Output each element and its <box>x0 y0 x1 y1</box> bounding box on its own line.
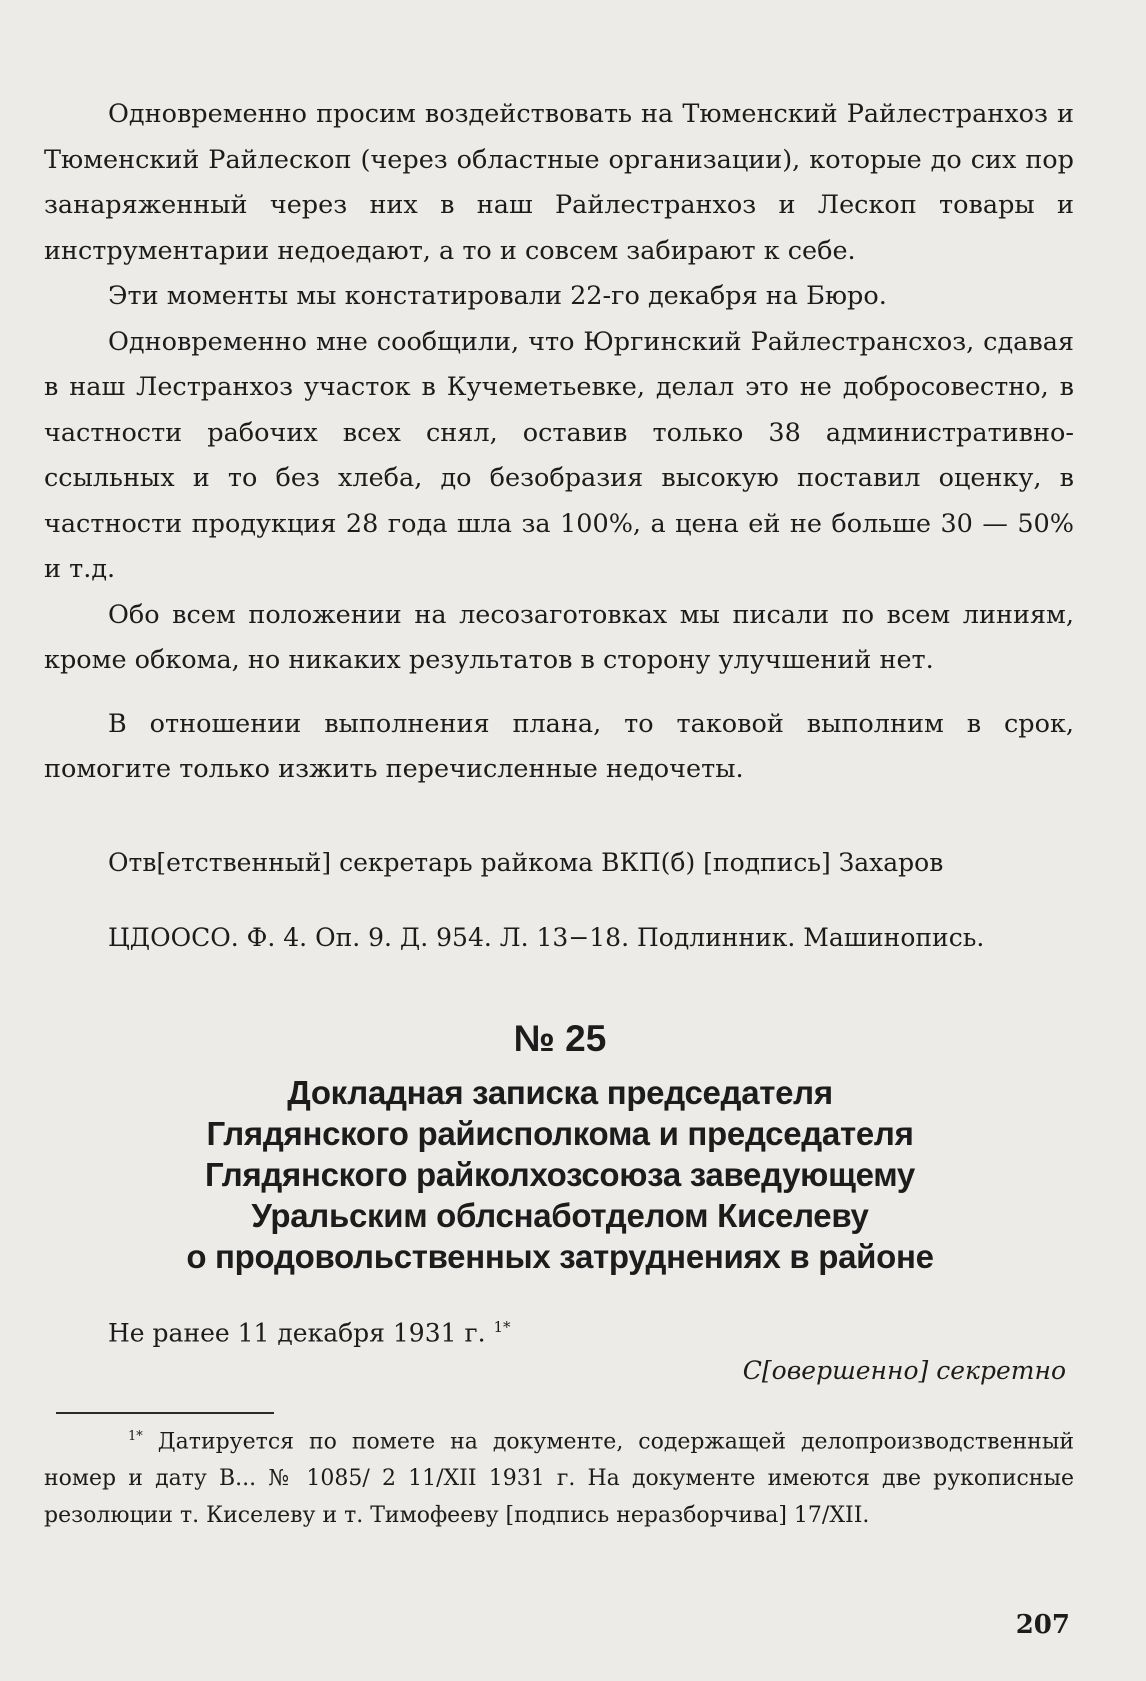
paragraph: Обо всем положении на лесозаготовках мы писали по всем линиям, кроме обкома, но никаких результатов в сторону улучшений нет. <box>44 599 1074 675</box>
classification-stamp: С[овершенно] секретно <box>742 1356 1066 1385</box>
footnote-text: Датируется по помете на документе, содержащей делопроизводственный номер и дату В... № 1085/ 2 11/XII 1931 г. На документе имеются две рукописные резолюции т. Киселеву и т. Тимофееву [подпись неразборчива] 17/XII. <box>44 1429 1074 1529</box>
paragraph: Одновременно просим воздействовать на Тюменский Райлестранхоз и Тюменский Райлескоп (через областные организации), которые до сих пор занаряженный через них в наш Райлестранхоз и Лескоп товары и инструментарии недоедают, а то и совсем забирают к себе. <box>44 99 1074 266</box>
paragraph: Одновременно мне сообщили, что Юргинский Райлестрансхоз, сдавая в наш Лестранхоз участок в Кучеметьевке, делал это не добросовестно, в частности рабочих всех снял, оставив только 38 административно-ссыльных и то без хлеба, до безобразия высокую поставил оценку, в частности продукция 28 года шла за 100%, а цена ей не больше 30 — 50% и т.д. <box>44 326 1074 584</box>
page-number: 207 <box>1015 1610 1070 1640</box>
paragraph: Эти моменты мы констатировали 22-го декабря на Бюро. <box>108 281 887 311</box>
archive-reference: ЦДООСО. Ф. 4. Оп. 9. Д. 954. Л. 13−18. Подлинник. Машинопись. <box>108 923 985 952</box>
title-line: о продовольственных затруднениях в районе <box>186 1238 934 1275</box>
footnote-marker: 1* <box>128 1429 143 1444</box>
date-text: Не ранее 11 декабря 1931 г. <box>108 1318 486 1348</box>
document-date <box>108 1318 511 1347</box>
document-title <box>60 1072 1060 1277</box>
body-text <box>44 92 1074 793</box>
title-line: Уральским облснаботделом Киселеву <box>251 1197 869 1234</box>
paragraph: В отношении выполнения плана, то таковой выполним в срок, помогите только изжить перечисленные недочеты. <box>44 708 1074 784</box>
title-line: Глядянского райисполкома и председателя <box>206 1115 914 1152</box>
title-line: Докладная записка председателя <box>287 1074 833 1111</box>
footnote-divider <box>56 1412 274 1414</box>
title-line: Глядянского райколхозсоюза заведующему <box>205 1156 915 1193</box>
footnote <box>44 1418 1074 1534</box>
signature-line: Отв[етственный] секретарь райкома ВКП(б) [подпись] Захаров <box>108 848 944 877</box>
date-footnote-marker: 1* <box>493 1318 511 1336</box>
document-number: № 25 <box>513 1018 607 1059</box>
